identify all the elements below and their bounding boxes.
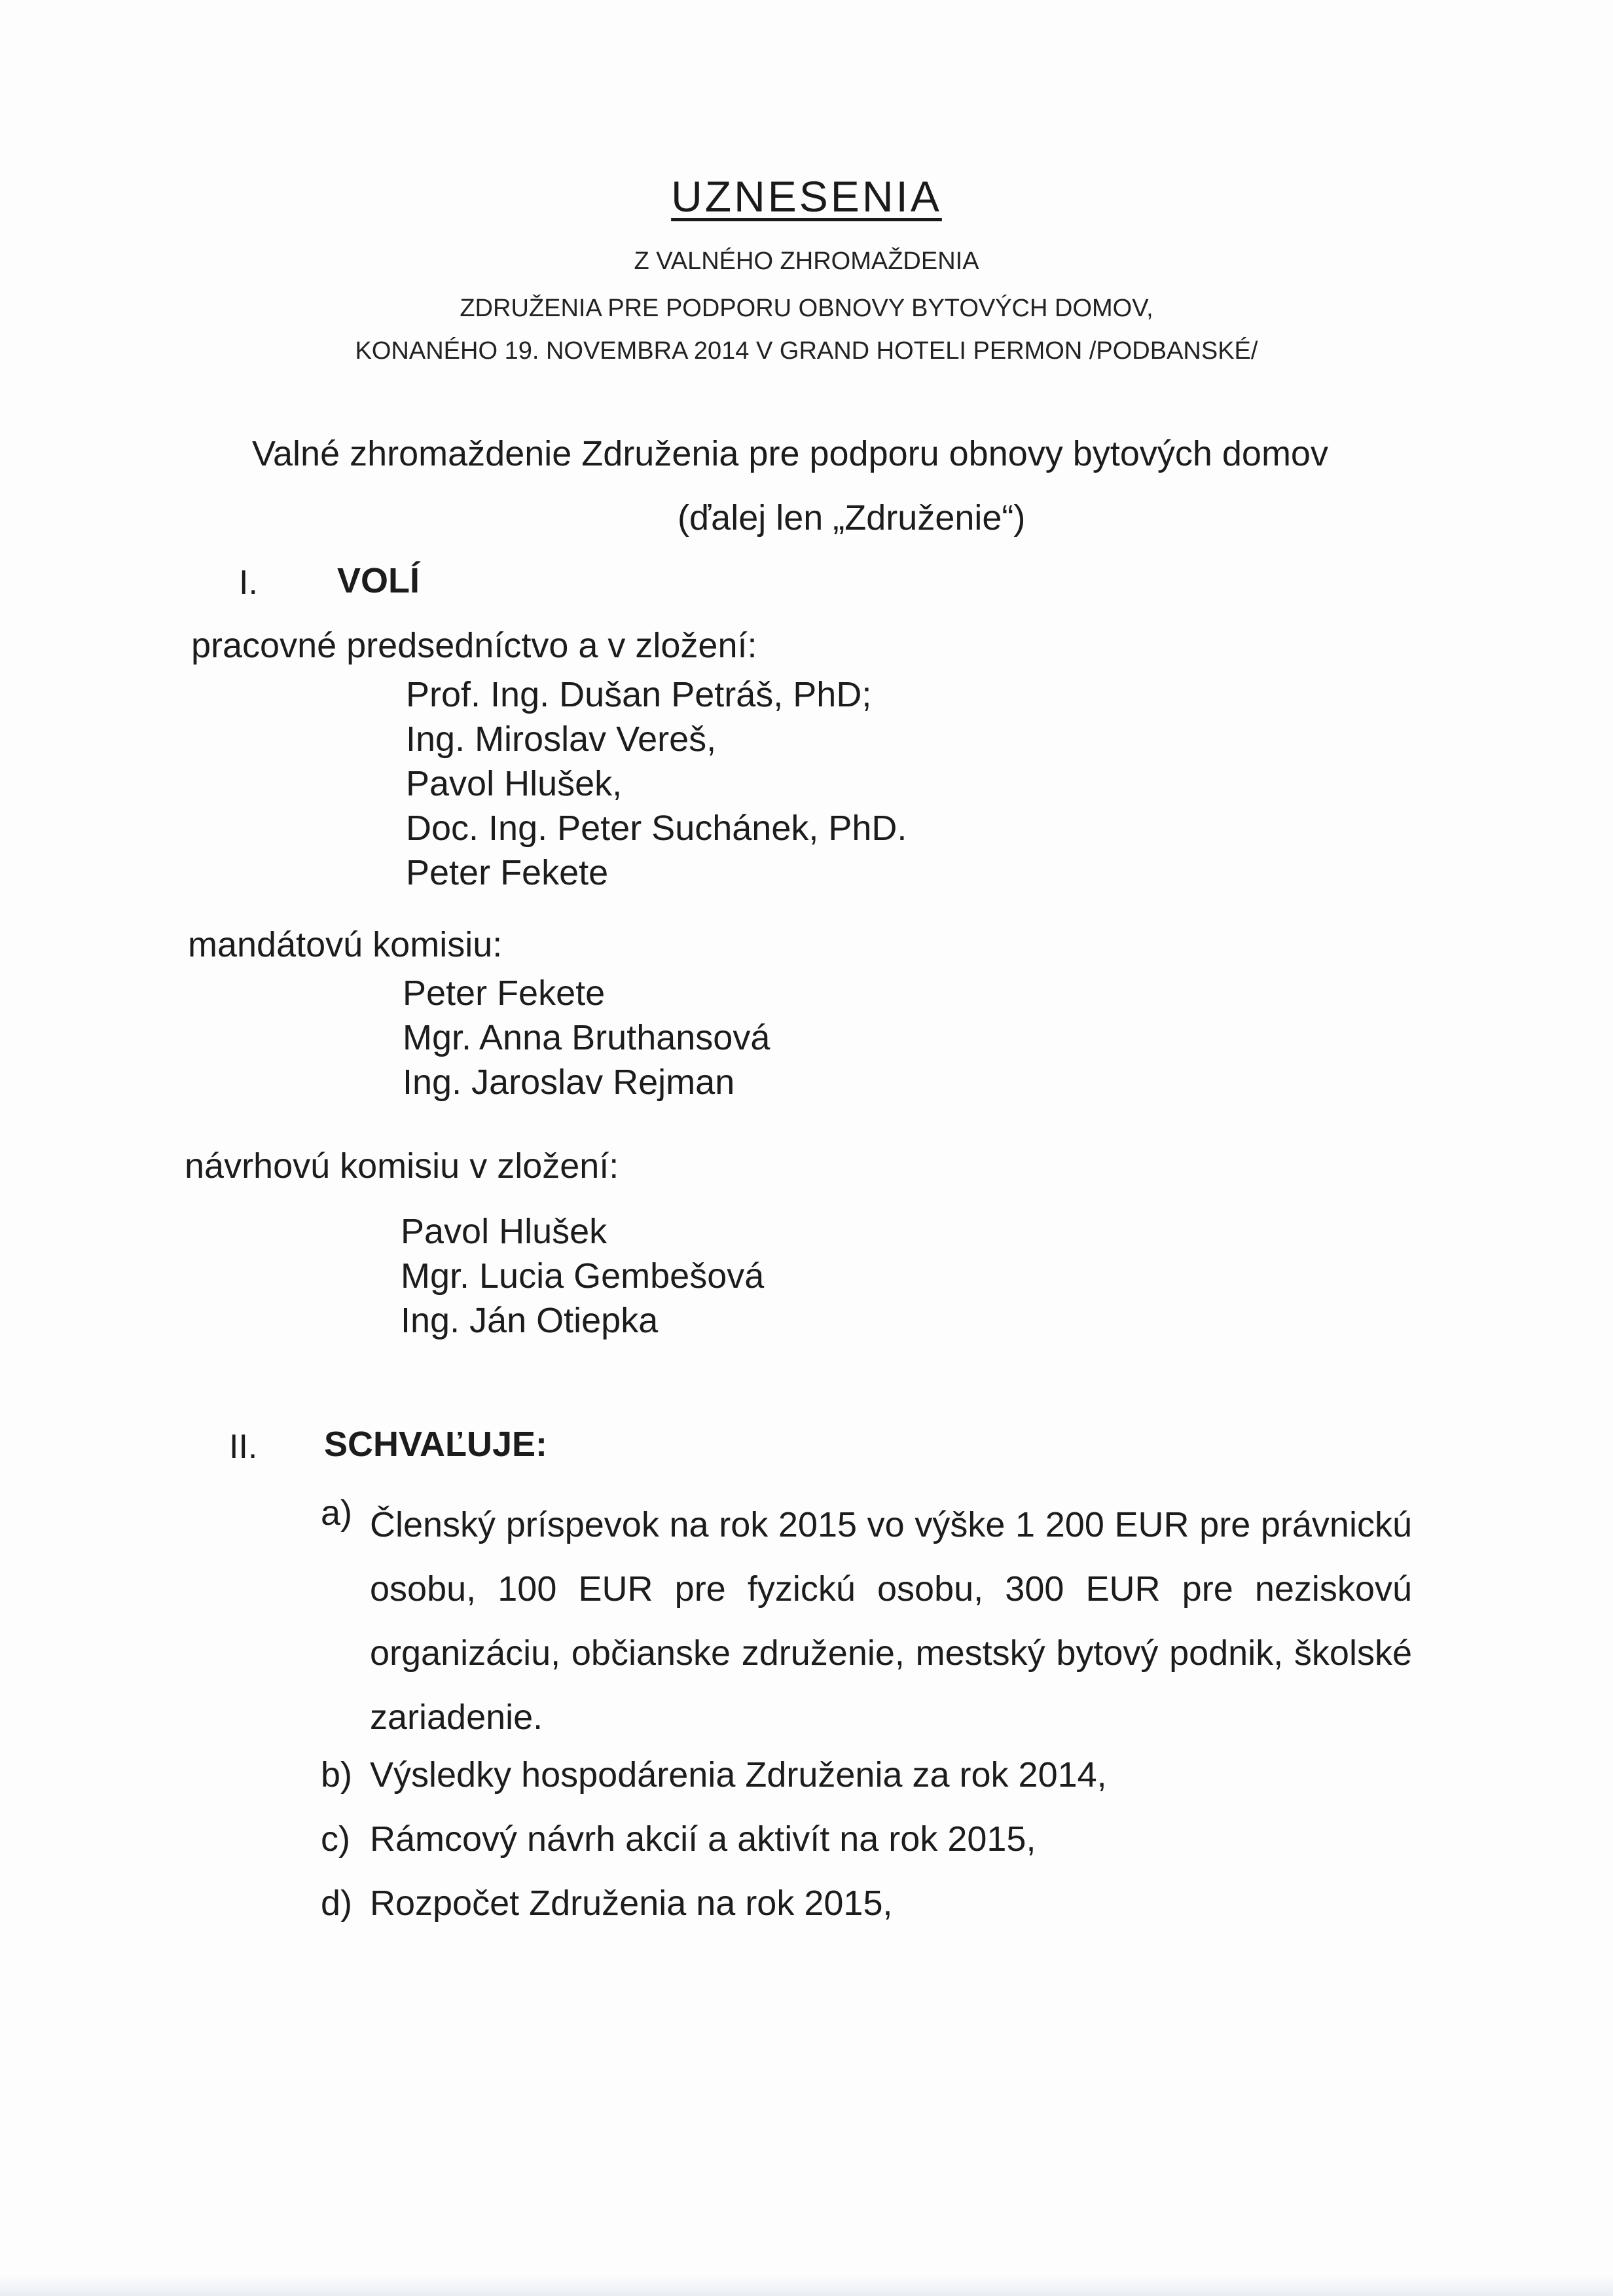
presidium-member: Prof. Ing. Dušan Petráš, PhD;	[406, 675, 872, 714]
presidium-member: Ing. Miroslav Vereš,	[406, 720, 717, 759]
section-1-number: I.	[239, 564, 258, 602]
presidium-label: pracovné predsedníctvo a v zložení:	[191, 626, 757, 665]
mandate-committee-member: Peter Fekete	[403, 974, 606, 1013]
section-2-heading: SCHVAĽUJE:	[324, 1425, 548, 1464]
subtitle-line-3: KONANÉHO 19. NOVEMBRA 2014 V GRAND HOTELI PERMON /PODBANSKÉ/	[355, 337, 1258, 365]
list-item-text: Členský príspevok na rok 2015 vo výške 1 200 EUR pre právnickú osobu, 100 EUR pre fyzickú osobu, 300 EUR pre neziskovú organizáciu, občianske združenie, mestský bytový podnik, školské zariadenie.	[370, 1505, 1412, 1737]
intro-line-1: Valné zhromaždenie Združenia pre podporu obnovy bytových domov	[252, 434, 1328, 473]
subtitle-line-1: Z VALNÉHO ZHROMAŽDENIA	[634, 247, 979, 275]
scan-edge-shadow	[0, 2275, 1613, 2296]
document-title: UZNESENIA	[671, 172, 942, 221]
section-1-heading: VOLÍ	[337, 561, 420, 600]
list-item-text: Rozpočet Združenia na rok 2015,	[370, 1884, 893, 1923]
mandate-committee-member: Mgr. Anna Bruthansová	[403, 1018, 770, 1057]
presidium-member: Doc. Ing. Peter Suchánek, PhD.	[406, 809, 907, 848]
list-item-letter: b)	[321, 1755, 353, 1795]
presidium-member: Pavol Hlušek,	[406, 764, 623, 803]
proposal-committee-label: návrhovú komisiu v zložení:	[185, 1146, 619, 1186]
proposal-committee-member: Mgr. Lucia Gembešová	[401, 1256, 765, 1296]
section-2-number: II.	[229, 1428, 258, 1466]
proposal-committee-member: Pavol Hlušek	[401, 1212, 607, 1251]
mandate-committee-label: mandátovú komisiu:	[188, 925, 503, 964]
mandate-committee-member: Ing. Jaroslav Rejman	[403, 1063, 735, 1102]
list-item-text: Rámcový návrh akcií a aktivít na rok 2015,	[370, 1819, 1036, 1859]
presidium-member: Peter Fekete	[406, 853, 609, 892]
list-item-letter: a)	[321, 1493, 353, 1533]
proposal-committee-member: Ing. Ján Otiepka	[401, 1301, 659, 1340]
intro-line-2: (ďalej len „Združenie“)	[678, 498, 1026, 538]
subtitle-line-2: ZDRUŽENIA PRE PODPORU OBNOVY BYTOVÝCH DOMOV,	[460, 295, 1153, 322]
list-item-letter: d)	[321, 1884, 353, 1923]
list-item-text: Výsledky hospodárenia Združenia za rok 2014,	[370, 1755, 1107, 1795]
list-item-letter: c)	[321, 1819, 350, 1859]
